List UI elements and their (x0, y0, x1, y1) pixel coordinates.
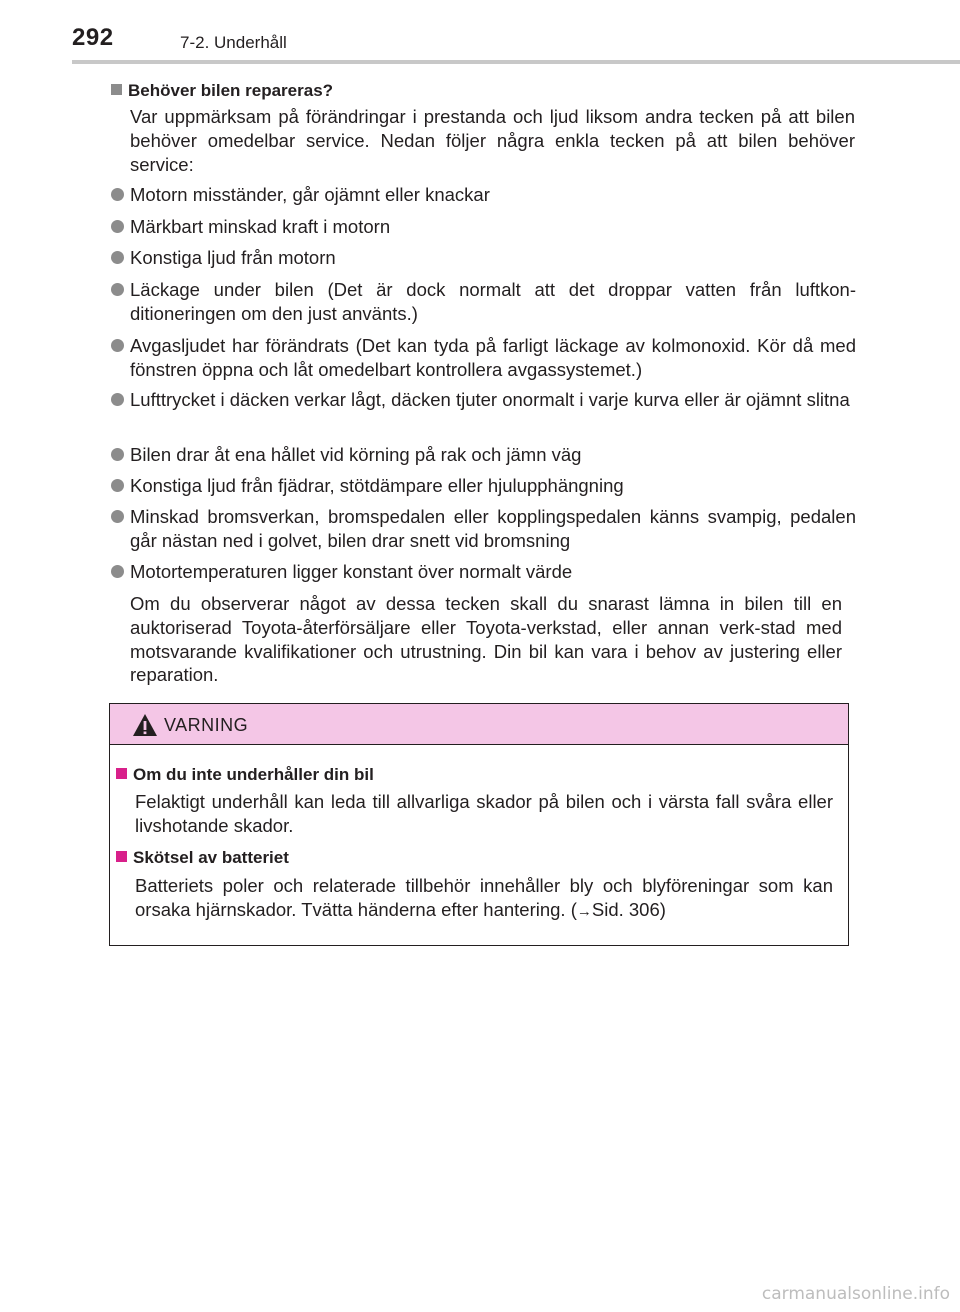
warning-item-heading: Skötsel av batteriet (116, 848, 289, 868)
list-item: Bilen drar åt ena hållet vid körning på rak och jämn väg (111, 443, 856, 467)
bullet-dot-icon (111, 251, 124, 264)
list-item: Motortemperaturen ligger konstant över normalt värde (111, 560, 856, 584)
bullet-dot-icon (111, 565, 124, 578)
main-heading-text: Behöver bilen repareras? (128, 81, 334, 100)
bullet-dot-icon (111, 339, 124, 352)
list-item: Konstiga ljud från motorn (111, 246, 856, 270)
page-header (0, 0, 960, 52)
bullet-dot-icon (111, 510, 124, 523)
arrow-right-icon: → (576, 902, 592, 920)
list-item: Motorn misständer, går ojämnt eller knackar (111, 183, 856, 207)
warning-title: VARNING (164, 715, 249, 735)
list-item: Konstiga ljud från fjädrar, stötdämpare eller hjulupphängning (111, 474, 856, 498)
bullet-dot-icon (111, 220, 124, 233)
bullet-dot-icon (111, 283, 124, 296)
main-heading (111, 81, 333, 101)
list-item: Läckage under bilen (Det är dock normalt att det droppar vatten från luftkon-ditioneringen om den just använts.) (111, 278, 856, 326)
intro-paragraph: Var uppmärksam på förändringar i prestanda och ljud liksom andra tecken på att bilen behöver omedelbar service. Nedan följer några enkla tecken på att bilen behöver service: (130, 106, 855, 175)
list-item: Avgasljudet har förändrats (Det kan tyda på farligt läckage av kolmonoxid. Kör då med fönstren öppna och låt omedelbart kontrollera avgassystemet.) (111, 334, 856, 382)
bullet-dot-icon (111, 479, 124, 492)
warning-item-heading: Om du inte underhåller din bil (116, 765, 374, 785)
bullet-dot-icon (111, 393, 124, 406)
square-marker-icon (116, 768, 127, 779)
page-number: 292 (72, 24, 114, 51)
closing-paragraph: Om du observerar något av dessa tecken skall du snarast lämna in bilen till en auktoriserad Toyota-återförsäljare eller Toyota-verkstad, eller annan verk-stad med motsvarande kvalifikationer och utrustning. Din bil kan vara i behov av justering eller reparation. (130, 593, 842, 686)
warning-triangle-icon (132, 713, 158, 737)
bullet-dot-icon (111, 188, 124, 201)
list-item: Märkbart minskad kraft i motorn (111, 215, 856, 239)
bullet-dot-icon (111, 448, 124, 461)
warning-item-text: Batteriets poler och relaterade tillbehör innehåller bly och blyföreningar som kan orsaka hjärnskador. Tvätta händerna efter hantering. (→Sid. 306) (135, 875, 833, 920)
list-item: Lufttrycket i däcken verkar lågt, däcken tjuter onormalt i varje kurva eller är ojämnt slitna (111, 388, 856, 412)
watermark: carmanualsonline.info (761, 1284, 950, 1304)
list-item: Minskad bromsverkan, bromspedalen eller kopplingspedalen känns svampig, pedalen går nästan ned i golvet, bilen drar snett vid bromsning (111, 505, 856, 553)
square-marker-icon (116, 851, 127, 862)
warning-item-text: Felaktigt underhåll kan leda till allvarliga skador på bilen och i värsta fall svåra eller livshotande skador. (135, 791, 833, 836)
page-reference-link[interactable]: Sid. 306 (591, 898, 660, 920)
warning-box (109, 703, 849, 946)
square-marker-icon (111, 84, 122, 95)
warning-header (110, 704, 848, 745)
section-title: 7-2. Underhåll (180, 33, 287, 52)
header-divider (72, 60, 960, 64)
